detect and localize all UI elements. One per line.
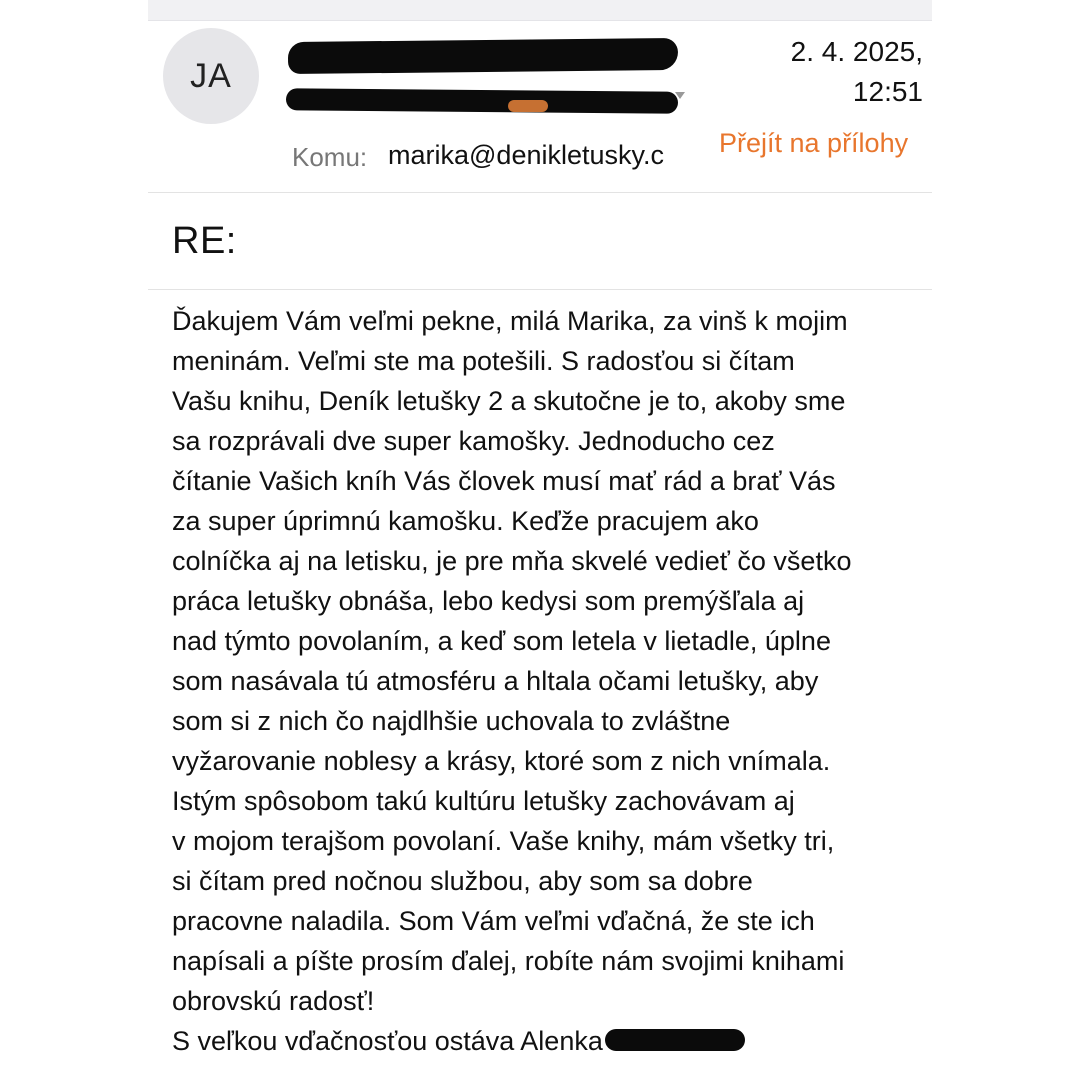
recipient-address: marika@denikletusky.c <box>388 140 664 170</box>
body-line: v mojom terajšom povolaní. Vaše knihy, mám všetky tri, <box>172 826 835 856</box>
body-line: obrovskú radosť! <box>172 986 375 1016</box>
redaction-mark-signature <box>605 1029 745 1051</box>
sender-email-highlight <box>508 100 548 112</box>
top-strip <box>148 0 932 21</box>
to-label: Komu: <box>292 142 368 172</box>
body-line: Vašu knihu, Deník letušky 2 a skutočne je to, akoby sme <box>172 386 846 416</box>
redaction-mark-sender-email <box>286 88 678 113</box>
body-line: za super úprimnú kamošku. Keďže pracujem ako <box>172 506 759 536</box>
sender-email-area[interactable] <box>286 82 690 116</box>
body-line: sa rozprávali dve super kamošky. Jednoducho cez <box>172 426 775 456</box>
body-line: nad týmto povolaním, a keď som letela v lietadle, úplne <box>172 626 831 656</box>
signature-line <box>172 1021 932 1061</box>
redaction-mark-sender-name <box>288 38 678 74</box>
body-line: Ďakujem Vám veľmi pekne, milá Marika, za vinš k mojim <box>172 306 848 336</box>
body-line: meninám. Veľmi ste ma potešili. S radosťou si čítam <box>172 346 795 376</box>
body-line: čítanie Vašich kníh Vás človek musí mať rád a brať Vás <box>172 466 836 496</box>
body-line: práca letušky obnáša, lebo kedysi som premýšľala aj <box>172 586 805 616</box>
body-line: som nasávala tú atmosféru a hltala očami letušky, aby <box>172 666 819 696</box>
body-line: napísali a píšte prosím ďalej, robíte nám svojimi knihami <box>172 946 845 976</box>
signature-text: S veľkou vďačnosťou ostáva Alenka <box>172 1026 603 1056</box>
email-date <box>791 32 923 112</box>
recipient-field[interactable] <box>388 140 690 176</box>
email-subject: RE: <box>172 220 237 262</box>
subject-divider <box>148 289 932 290</box>
body-line: si čítam pred nočnou službou, aby som sa dobre <box>172 866 753 896</box>
body-line: vyžarovanie noblesy a krásy, ktoré som z nich vnímala. <box>172 746 831 776</box>
avatar-initials: JA <box>190 56 232 95</box>
date-line-2: 12:51 <box>852 76 923 107</box>
sender-name-area[interactable] <box>288 36 680 76</box>
body-line: Istým spôsobom takú kultúru letušky zachovávam aj <box>172 786 795 816</box>
email-body <box>172 301 932 1061</box>
body-line: som si z nich čo najdlhšie uchovala to zvláštne <box>172 706 731 736</box>
body-line: pracovne naladila. Som Vám veľmi vďačná, že ste ich <box>172 906 815 936</box>
body-line: colníčka aj na letisku, je pre mňa skvelé vedieť čo všetko <box>172 546 852 576</box>
sender-avatar[interactable] <box>163 28 259 124</box>
go-to-attachments-link[interactable]: Přejít na přílohy <box>719 128 909 158</box>
chevron-down-icon[interactable] <box>675 92 685 99</box>
date-line-1: 2. 4. 2025, <box>790 36 923 67</box>
header-divider <box>148 192 932 193</box>
